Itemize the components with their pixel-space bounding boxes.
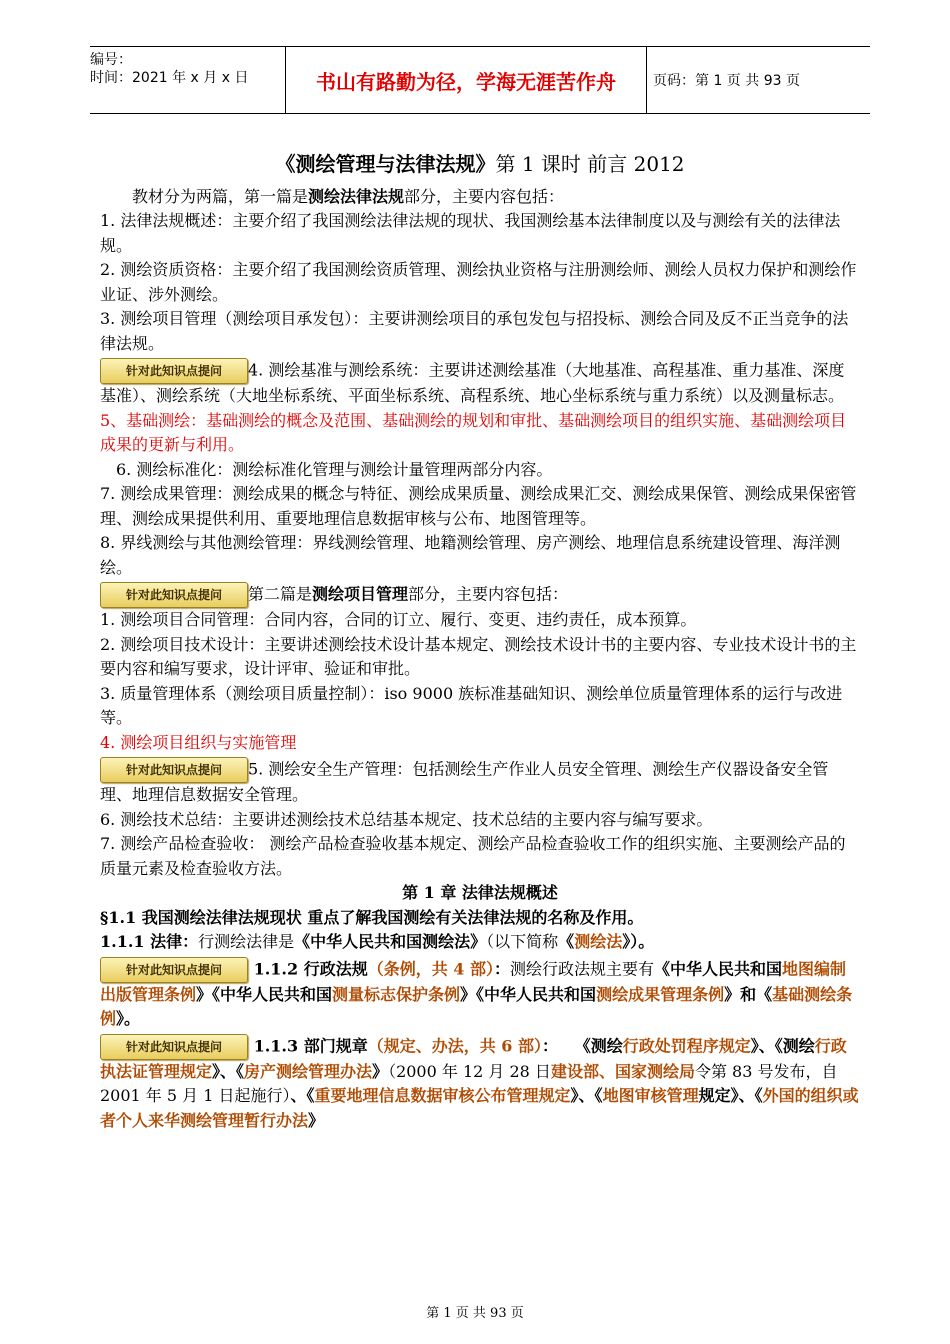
number-label: 编号：: [90, 52, 132, 68]
title-rest: 第 1 课时 前言 2012: [495, 152, 685, 176]
ask-question-button[interactable]: 针对此知识点提问: [100, 757, 248, 783]
header-meta: [90, 47, 286, 113]
list-item: 7. 测绘产品检查验收： 测绘产品检查验收基本规定、测绘产品检查验收工作的组织实施、主要测绘产品的质量元素及检查验收方法。: [100, 834, 846, 878]
title-main: 《测绘管理与法律法规》: [275, 152, 496, 176]
subsection-1-1-3: 针对此知识点提问 1.1.3 部门规章（规定、办法，共 6 部）： 《测绘行政处罚程序规定》、《测绘行政执法证管理规定》、《房产测绘管理办法》（2000 年 12 月 28 日建设部、国家测绘局令第 83 号发布，自 2001 年 5 月 1 日起施行）、《重要地理信息数据审核公布管理规定》、《地图审核管理规定》、《外国的组织或者个人来华测绘管理暂行办法》: [100, 1034, 860, 1134]
ask-question-button[interactable]: 针对此知识点提问: [100, 358, 248, 384]
subsection-1-1-1: 1.1.1 法律：行测绘法律是《中华人民共和国测绘法》（以下简称《测绘法》）。: [100, 932, 655, 951]
subsection-1-1-2: 针对此知识点提问 1.1.2 行政法规（条例，共 4 部）：测绘行政法规主要有《中华人民共和国地图编制出版管理条例》《中华人民共和国测量标志保护条例》《中华人民共和国测绘成果管理条例》和《基础测绘条例》。: [100, 957, 860, 1032]
ask-question-button[interactable]: 针对此知识点提问: [100, 957, 248, 983]
list-item: 针对此知识点提问 5. 测绘安全生产管理：包括测绘生产作业人员安全管理、测绘生产仪器设备安全管理、地理信息数据安全管理。: [100, 757, 860, 808]
list-item: 1. 测绘项目合同管理：合同内容，合同的订立、履行、变更、违约责任，成本预算。: [100, 610, 697, 629]
list-item: 3. 测绘项目管理（测绘项目承发包）：主要讲测绘项目的承包发包与招投标、测绘合同及反不正当竞争的法律法规。: [100, 309, 849, 353]
second-part-intro: 针对此知识点提问 第二篇是测绘项目管理部分，主要内容包括：: [100, 582, 860, 608]
ask-question-button[interactable]: 针对此知识点提问: [100, 1034, 248, 1060]
list-item: 1. 法律法规概述：主要介绍了我国测绘法律法规的现状、我国测绘基本法律制度以及与测绘有关的法律法规。: [100, 211, 841, 255]
list-item: 5、基础测绘：基础测绘的概念及范围、基础测绘的规划和审批、基础测绘项目的组织实施、基础测绘项目成果的更新与利用。: [100, 410, 847, 454]
list-item: 7. 测绘成果管理：测绘成果的概念与特征、测绘成果质量、测绘成果汇交、测绘成果保管、测绘成果保密管理、测绘成果提供利用、重要地理信息数据审核与公布、地图管理等。: [100, 484, 857, 528]
list-item: 6. 测绘技术总结：主要讲述测绘技术总结基本规定、技术总结的主要内容与编写要求。: [100, 809, 713, 829]
document-body: [100, 152, 860, 1133]
list-item: 针对此知识点提问 4. 测绘基准与测绘系统：主要讲述测绘基准（大地基准、高程基准、重力基准、深度基准）、测绘系统（大地坐标系统、平面坐标系统、高程系统、地心坐标系统与重力系统）以及测量标志。: [100, 358, 860, 409]
list-item: 2. 测绘资质资格：主要介绍了我国测绘资质管理、测绘执业资格与注册测绘师、测绘人员权力保护和测绘作业证、涉外测绘。: [100, 260, 857, 304]
page-title: [100, 152, 860, 177]
list-item: 8. 界线测绘与其他测绘管理：界线测绘管理、地籍测绘管理、房产测绘、地理信息系统建设管理、海洋测绘。: [100, 533, 841, 577]
chapter-heading: 第 1 章 法律法规概述: [402, 883, 558, 902]
list-item: 6. 测绘标准化：测绘标准化管理与测绘计量管理两部分内容。: [116, 459, 553, 479]
intro: 教材分为两篇，第一篇是测绘法律法规部分，主要内容包括：: [132, 186, 565, 206]
time-label: 时间：2021 年 x 月 x 日: [90, 70, 249, 86]
motto: 书山有路勤为径，学海无涯苦作舟: [286, 47, 647, 113]
page-header: [90, 46, 870, 114]
page-footer: 第 1 页 共 93 页: [426, 1306, 524, 1321]
ask-question-button[interactable]: 针对此知识点提问: [100, 582, 248, 608]
list-item: 3. 质量管理体系（测绘项目质量控制）：iso 9000 族标准基础知识、测绘单位质量管理体系的运行与改进等。: [100, 683, 843, 727]
section-heading: §1.1 我国测绘法律法规现状 重点了解我国测绘有关法律法规的名称及作用。: [100, 907, 644, 927]
list-item: 2. 测绘项目技术设计：主要讲述测绘技术设计基本规定、测绘技术设计书的主要内容、专业技术设计书的主要内容和编写要求，设计评审、验证和审批。: [100, 634, 857, 678]
page-info: 页码：第 1 页 共 93 页: [653, 73, 800, 89]
list-item: 4. 测绘项目组织与实施管理: [100, 732, 297, 752]
